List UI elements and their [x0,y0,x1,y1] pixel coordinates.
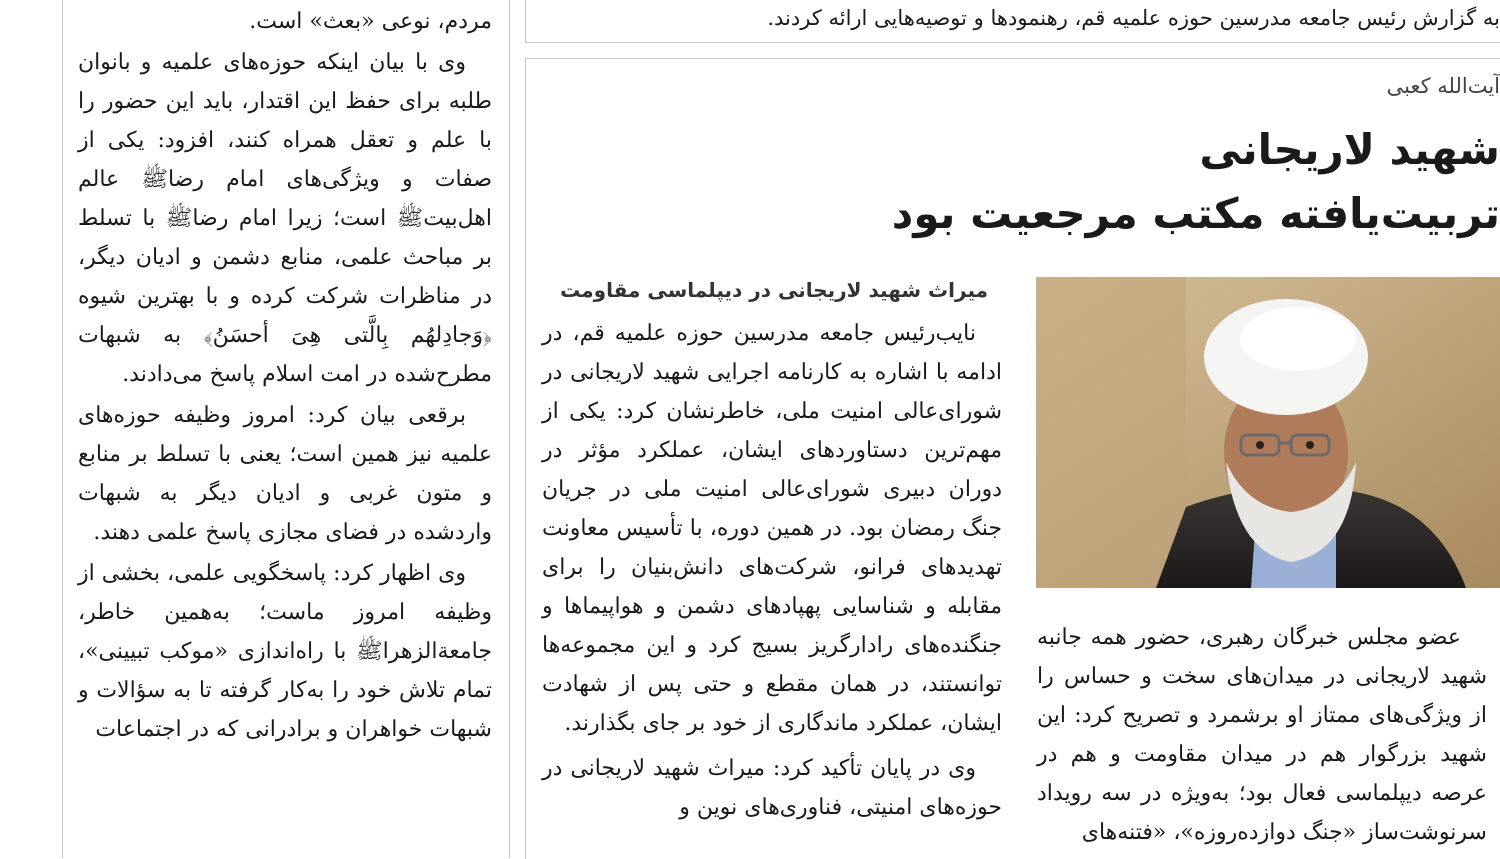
left-paragraph: وی با بیان اینکه حوزه‌های علمیه و بانوان طلبه برای حفظ این اقتدار، باید این حضور را با علم و تعقل همراه کنند، افزود: یکی از صفات و ویژگی‌های امام رضاﷺ عالم اهل‌بیتﷺ است؛ زیرا امام رضاﷺ با تسلط بر مباحث علمی، منابع دشمن و ادیان دیگر، در مناظرات شرکت کرده و با بهترین شیوه ﴿وَجادِلهُم بِالَّتی هِیَ أحسَنُ﴾ به شبهات مطرح‌شده در امت اسلام پاسخ می‌دادند. [78,50,492,387]
headline-line-2: تربیت‌یافته مکتب مرجعیت بود [891,189,1500,238]
middle-paragraph: نایب‌رئیس جامعه مدرسین حوزه علمیه قم، در ادامه با اشاره به کارنامه اجرایی شهید لاریجانی در شورای‌عالی امنیت ملی، خاطرنشان کرد: یکی از مهم‌ترین دستاوردهای ایشان، عملکرد مؤثر در دوران دبیری شورای‌عالی امنیت ملی در جریان جنگ رمضان بود. در همین دوره، با تأسیس معاونت تهدیدهای فرانو، شرکت‌های دانش‌بنیان را برای مقابله و شناسایی پهپادهای دشمن و هواپیماها و جنگنده‌های رادارگریز بسیج کرد و این مجموعه‌ها توانستند، در همان مقطع و حتی پس از شهادت ایشان، عملکرد ماندگاری از خود بر جای بگذارند. [542,321,1002,736]
right-column-text [1037,618,1487,852]
left-paragraph: مردم، نوعی «بعث» است. [249,9,492,34]
left-column-text [78,2,492,749]
right-paragraph: عضو مجلس خبرگان رهبری، حضور همه جانبه شهید لاریجانی در میدان‌های سخت و حساس را از ویژگی‌های ممتاز او برشمرد و تصریح کرد: این شهید بزرگوار هم در میدان مقاومت و هم در عرصه دیپلماسی فعال بود؛ به‌ویژه در سه رویداد سرنوشت‌ساز «جنگ دوازده‌روزه»، «فتنه‌های [1037,625,1487,845]
middle-column-text [542,314,1002,827]
article-headline [840,118,1500,246]
article-byline: آیت‌الله کعبی [1386,74,1500,98]
article-subhead: میراث شهید لاریجانی در دیپلماسی مقاومت [560,278,988,302]
left-paragraph: برقعی بیان کرد: امروز وظیفه حوزه‌های علمیه نیز همین است؛ یعنی با تسلط بر منابع و متون غربی و ادیان دیگر به شبهات واردشده در فضای مجازی پاسخ علمی دهند. [78,403,492,545]
left-paragraph: وی اظهار کرد: پاسخگویی علمی، بخشی از وظیفه امروز ماست؛ به‌همین خاطر، جامعة‌الزهراﷺ با راه‌اندازی «موکب تبیینی»، تمام تلاش خود را به‌کار گرفته تا به سؤالات و شبهات خواهران و برادرانی که در اجتماعات [78,561,492,742]
headline-line-1: شهید لاریجانی [1199,125,1500,174]
portrait-illustration [1036,277,1500,588]
cleric-portrait-photo [1036,277,1500,588]
middle-paragraph: وی در پایان تأکید کرد: میراث شهید لاریجانی در حوزه‌های امنیتی، فناوری‌های نوین و [542,756,1002,820]
top-article-text: به گزارش رئیس جامعه مدرسین حوزه علمیه قم، رهنمودها و توصیه‌هایی ارائه کردند. [767,6,1500,30]
